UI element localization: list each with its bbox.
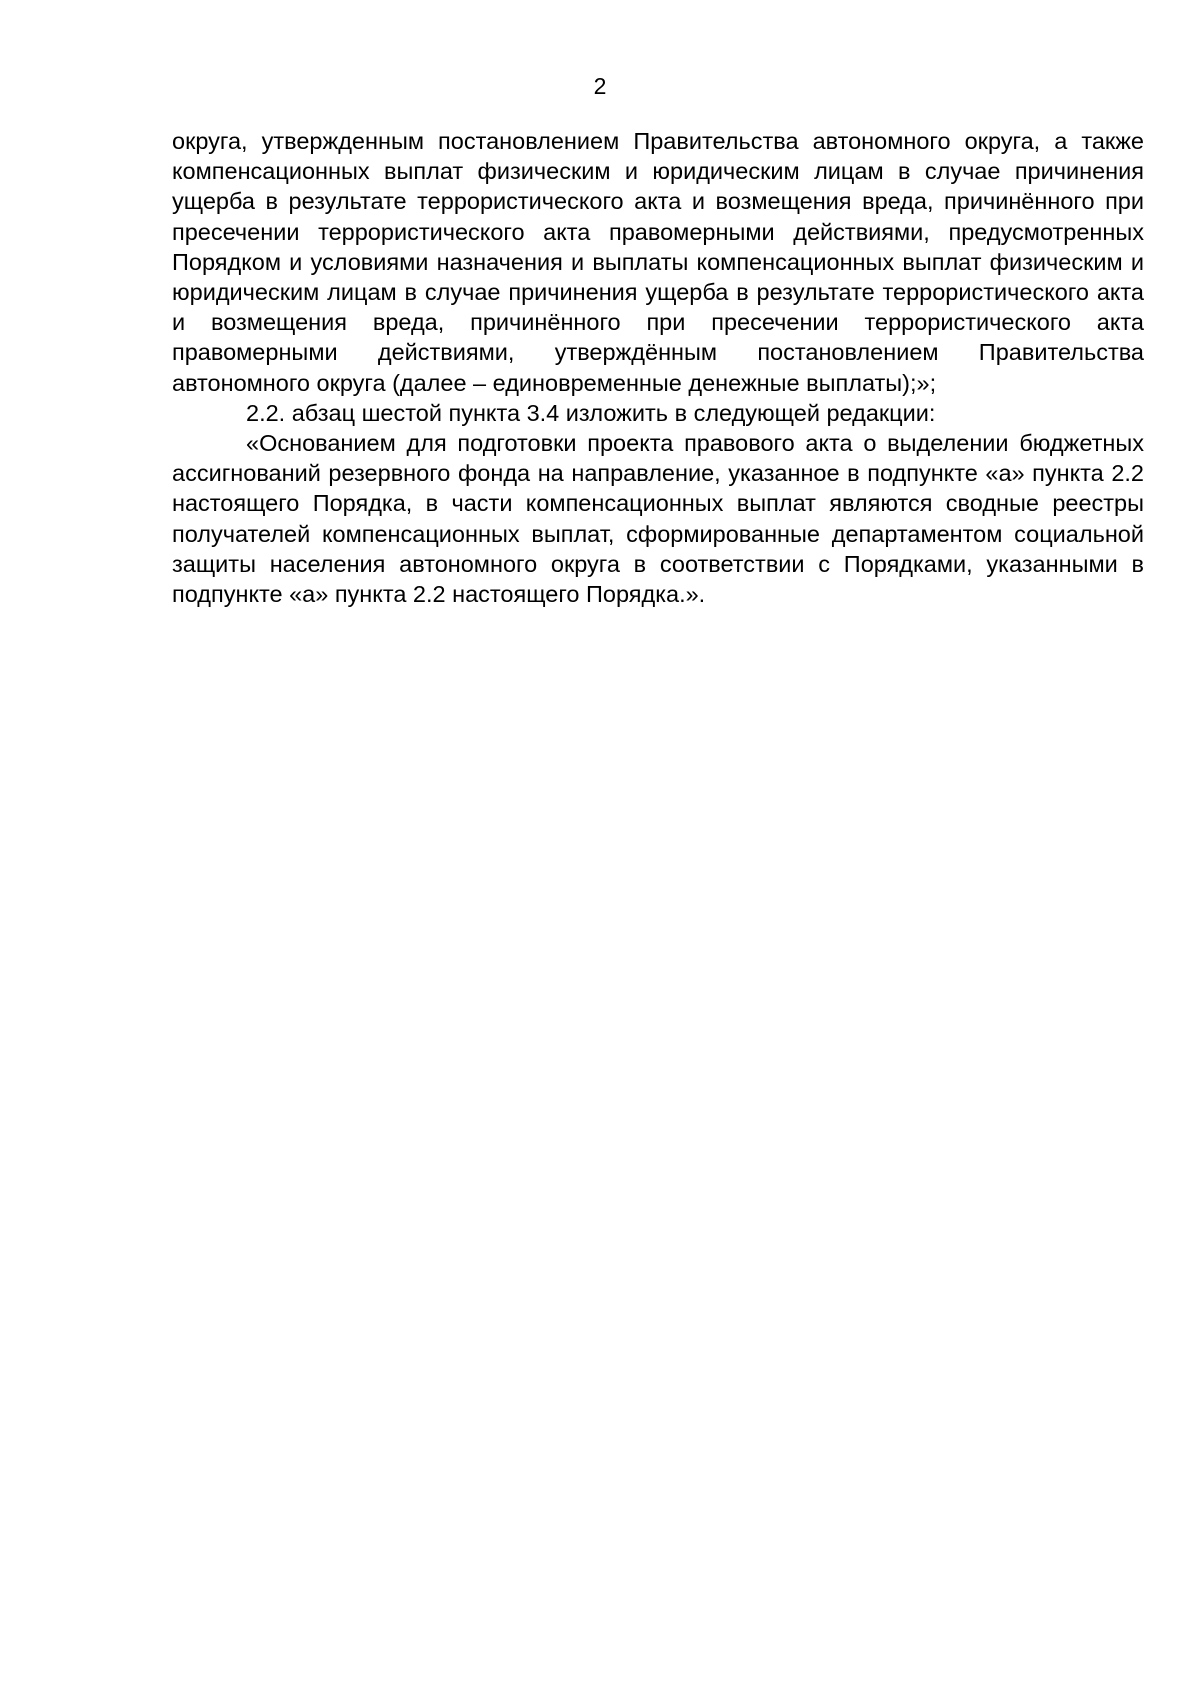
paragraph-continuation: округа, утвержденным постановлением Правительства автономного округа, а также компенсационных выплат физическим и юридическим лицам в случае причинения ущерба в результате террористического акта и возмещения вреда, причинённого при пресечении террористического акта правомерными действиями, предусмотренных Порядком и условиями назначения и выплаты компенсационных выплат физическим и юридическим лицам в случае причинения ущерба в результате террористического акта и возмещения вреда, причинённого при пресечении террористического акта правомерными действиями, утверждённым постановлением Правительства автономного округа (далее – единовременные денежные выплаты);»; xyxy=(172,128,1144,396)
paragraph-item-2-2: 2.2. абзац шестой пункта 3.4 изложить в следующей редакции: xyxy=(246,399,936,426)
document-body xyxy=(172,126,1144,609)
page-number: 2 xyxy=(593,73,607,99)
paragraph-new-wording: «Основанием для подготовки проекта правового акта о выделении бюджетных ассигнований резервного фонда на направление, указанное в подпункте «а» пункта 2.2 настоящего Порядка, в части компенсационных выплат являются сводные реестры получателей компенсационных выплат, сформированные департаментом социальной защиты населения автономного округа в соответствии с Порядками, указанными в подпункте «а» пункта 2.2 настоящего Порядка.». xyxy=(172,430,1144,608)
